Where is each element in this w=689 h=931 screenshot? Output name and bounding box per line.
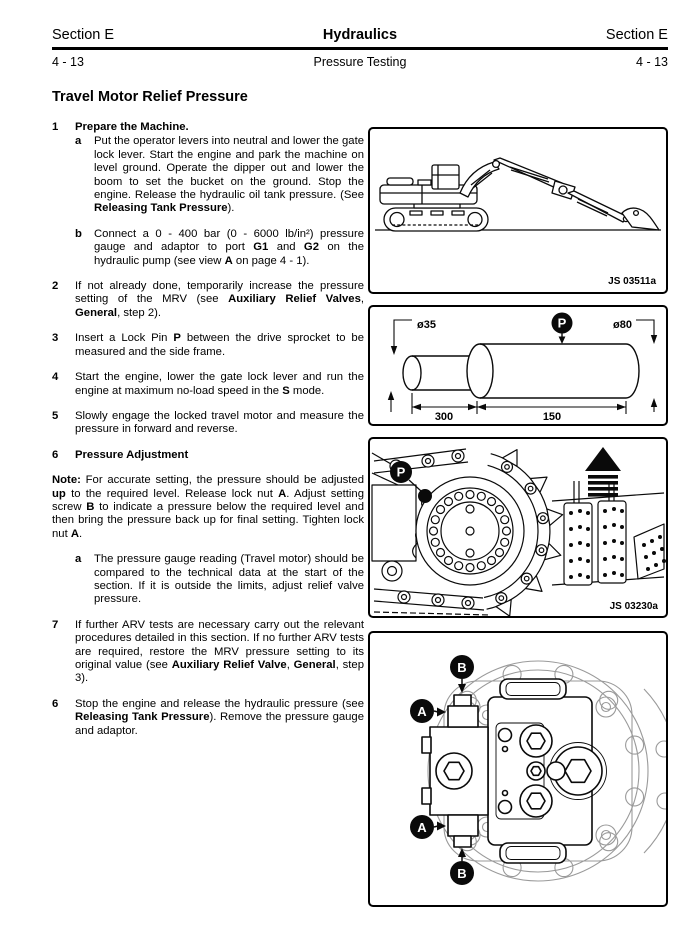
item-number: 1	[52, 121, 59, 133]
header-page-left: 4 - 13	[52, 55, 84, 69]
item-text: If not already done, temporarily increase the pressure setting of the MRV (see Auxiliary Relief Valves, General, step 2).	[75, 280, 364, 319]
substep-a	[52, 553, 364, 607]
step-7	[52, 619, 364, 686]
item-text: Stop the engine and release the hydraulic pressure (see Releasing Tank Pressure). Remove the pressure gauge and adaptor.	[75, 697, 364, 737]
dia-small-label: ø35	[417, 319, 436, 331]
item-number: a	[75, 553, 82, 566]
figure-lock-pin-dimensions	[368, 305, 668, 426]
figure-drive-sprocket	[368, 437, 668, 618]
header-page-right: 4 - 13	[636, 55, 668, 69]
item-text: Insert a Lock Pin P between the drive sprocket to be measured and the side frame.	[75, 332, 365, 358]
header-rule	[52, 47, 668, 50]
step-5	[52, 410, 364, 437]
page-header	[52, 27, 668, 69]
step-3	[52, 332, 364, 359]
header-section-left: Section E	[52, 27, 115, 43]
pin-label: P	[557, 315, 567, 331]
header-title: Hydraulics	[322, 27, 398, 43]
item-text: Put the operator levers into neutral and lower the gate lock lever. Start the engine and park the machine on level ground. Operate the dipper out and lower the boom to set the bucket on the ground. Stop the engine. Release the hydraulic oil tank pressure. (See Releasing Tank Pressure).	[94, 135, 364, 215]
figure-travel-motor	[368, 631, 668, 907]
lock-nut-label: A	[417, 704, 427, 719]
lock-nut-label: A	[417, 820, 427, 835]
figure-excavator	[368, 127, 668, 294]
item-text: If further ARV tests are necessary carry out the relevant procedures detailed in this section. If no further ARV tests are required, restore the MRV pressure setting to its original value (see Auxiliary Relief Valve, General, step 3).	[75, 618, 364, 685]
step-2	[52, 280, 364, 320]
item-text: Start the engine, lower the gate lock lever and run the engine at maximum no-load speed in the S mode.	[75, 371, 364, 397]
item-number: 4	[52, 371, 59, 384]
step-1	[52, 121, 364, 134]
excavator-illustration	[370, 129, 666, 292]
item-text: The pressure gauge reading (Travel motor) should be compared to the technical data at the start of the section. If it is outside the limits, adjust relief valve pressure.	[94, 553, 364, 606]
figure-column	[368, 127, 668, 907]
item-text: Connect a 0 - 400 bar (0 - 6000 lb/in²) pressure gauge and adaptor to port G1 and G2 on the hydraulic pump (see view A on page 4 - 1).	[94, 227, 364, 267]
item-text: Note: For accurate setting, the pressure should be adjusted up to the required level. Release lock nut A. Adjust setting screw B to indicate a pressure below the required level and then bring the pressure back up for final setting. Tighten lock nut A.	[52, 474, 365, 540]
step-4	[52, 371, 364, 398]
travel-motor-drawing	[370, 633, 666, 905]
step-6	[52, 449, 364, 462]
step-6	[52, 698, 364, 738]
len-small-label: 300	[434, 411, 454, 423]
dia-large-label: ø80	[613, 319, 632, 331]
item-number: b	[75, 227, 82, 240]
page-title: Travel Motor Relief Pressure	[52, 89, 248, 105]
item-number: 5	[52, 409, 59, 422]
item-number: 2	[52, 280, 59, 293]
figure-caption: JS 03511a	[608, 276, 656, 287]
header-row-bottom	[52, 55, 668, 69]
sprocket-drawing	[370, 439, 666, 616]
item-number: 3	[52, 332, 59, 345]
item-text: Pressure Adjustment	[75, 448, 189, 461]
header-row-top	[52, 27, 668, 43]
item-text: Slowly engage the locked travel motor and measure the pressure in forward and reverse.	[75, 409, 364, 436]
substep-b	[52, 228, 364, 268]
lock-pin-drawing	[370, 307, 666, 424]
pin-label: P	[396, 464, 406, 480]
item-number: 7	[52, 618, 59, 631]
procedure-list	[52, 121, 364, 750]
header-section-right: Section E	[605, 27, 668, 43]
item-number: 6	[52, 448, 59, 461]
len-large-label: 150	[542, 411, 562, 423]
item-number: a	[75, 135, 82, 148]
note-paragraph	[52, 474, 364, 541]
item-text: Prepare the Machine.	[75, 121, 189, 133]
item-number: 6	[52, 697, 59, 710]
setting-screw-label: B	[457, 660, 467, 675]
substep-a	[52, 135, 364, 215]
figure-caption: JS 03230a	[609, 601, 658, 612]
setting-screw-label: B	[457, 866, 467, 881]
header-subtitle: Pressure Testing	[313, 55, 407, 69]
